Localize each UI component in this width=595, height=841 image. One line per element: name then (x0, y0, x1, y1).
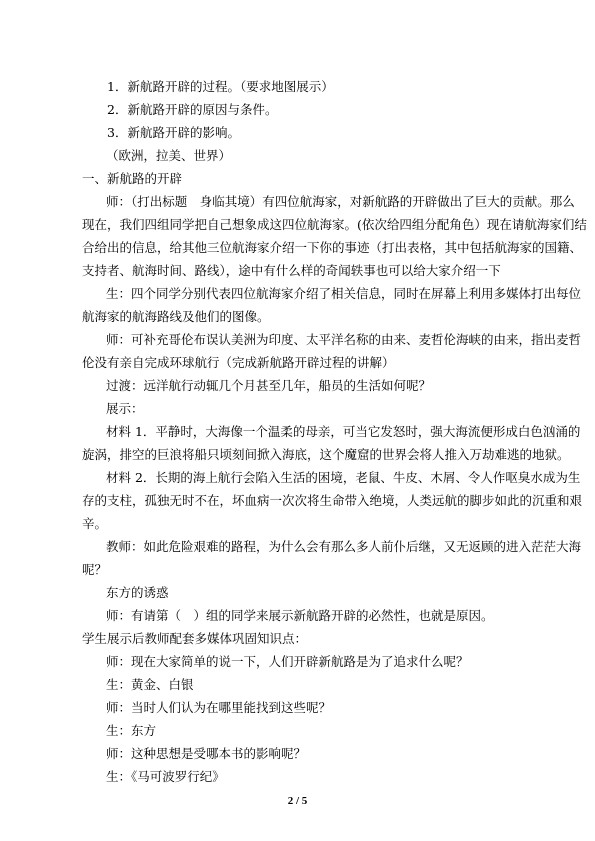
text-line: 师：这种思想是受哪本书的影响呢？ (106, 746, 307, 761)
text-line: （欧洲，拉美、世界） (106, 148, 232, 163)
text-line: 教师：如此危险艰难的路程，为什么会有那么多人前仆后继，又无返顾的进入茫茫大海 (106, 539, 582, 554)
text-line: 师：当时人们认为在哪里能找到这些呢？ (106, 700, 332, 715)
text-line: 生：四个同学分别代表四位航海家介绍了相关信息，同时在屏幕上利用多媒体打出每位 (106, 286, 582, 301)
text-line: 过渡：远洋航行动辄几个月甚至几年，船员的生活如何呢？ (106, 378, 432, 393)
section-heading: 一、新航路的开辟 (82, 171, 183, 186)
text-line: 辛。 (82, 516, 108, 531)
text-line: 3．新航路开辟的影响。 (107, 125, 240, 140)
text-line: 材料 2．长期的海上航行会陷入生活的困境，老鼠、牛皮、木屑、令人作呕臭水成为生 (106, 470, 581, 485)
text-line: 师：现在大家简单的说一下，人们开辟新航路是为了追求什么呢？ (106, 654, 469, 669)
subheading: 东方的诱惑 (106, 585, 169, 600)
text-line: 存的支柱，孤独无时不在，坏血病一次次将生命带入绝境，人类远航的脚步如此的沉重和艰 (82, 493, 583, 508)
text-line: 旋涡，排空的巨浪将船只顷刻间掀入海底，这个魔窟的世界会将人推入万劫难逃的地狱。 (82, 447, 570, 462)
text-line: 呢？ (82, 562, 108, 577)
text-line: 生：《马可波罗行纪》 (106, 769, 225, 784)
text-line: 支持者、航海时间、路线），途中有什么样的奇闻轶事也可以给大家介绍一下 (82, 263, 501, 278)
text-line: 材料 1．平静时，大海像一个温柔的母亲，可当它发怒时，强大海流便形成白色汹涌的 (106, 424, 581, 439)
page-number: 2 / 5 (287, 795, 308, 807)
text-line: 师：可补充哥伦布误认美洲为印度、太平洋名称的由来、麦哲伦海峡的由来，指出麦哲 (106, 332, 582, 347)
text-line: 生：黄金、白银 (106, 677, 194, 692)
text-line: 现在，我们四组同学把自己想象成这四位航海家。(依次给四组分配角色）现在请航海家们结 (82, 217, 587, 232)
text-line: 师：有请第（ ）组的同学来展示新航路开辟的必然性，也就是原因。 (106, 608, 494, 623)
text-line: 伦没有亲自完成环球航行（完成新航路开辟过程的讲解） (82, 355, 395, 370)
text-line: 合给出的信息，给其他三位航海家介绍一下你的事迹（打出表格，其中包括航海家的国籍、 (82, 240, 583, 255)
text-line: 航海家的航海路线及他们的图像。 (82, 309, 270, 324)
text-line: 学生展示后教师配套多媒体巩固知识点： (82, 631, 308, 646)
text-line: 1．新航路开辟的过程。（要求地图展示） (107, 79, 334, 94)
text-line: 2．新航路开辟的原因与条件。 (107, 102, 278, 117)
text-line: 展示： (106, 401, 144, 416)
text-line: 生：东方 (106, 723, 157, 738)
text-line: 师：（打出标题 身临其境）有四位航海家，对新航路的开辟做出了巨大的贡献。那么 (106, 194, 575, 209)
